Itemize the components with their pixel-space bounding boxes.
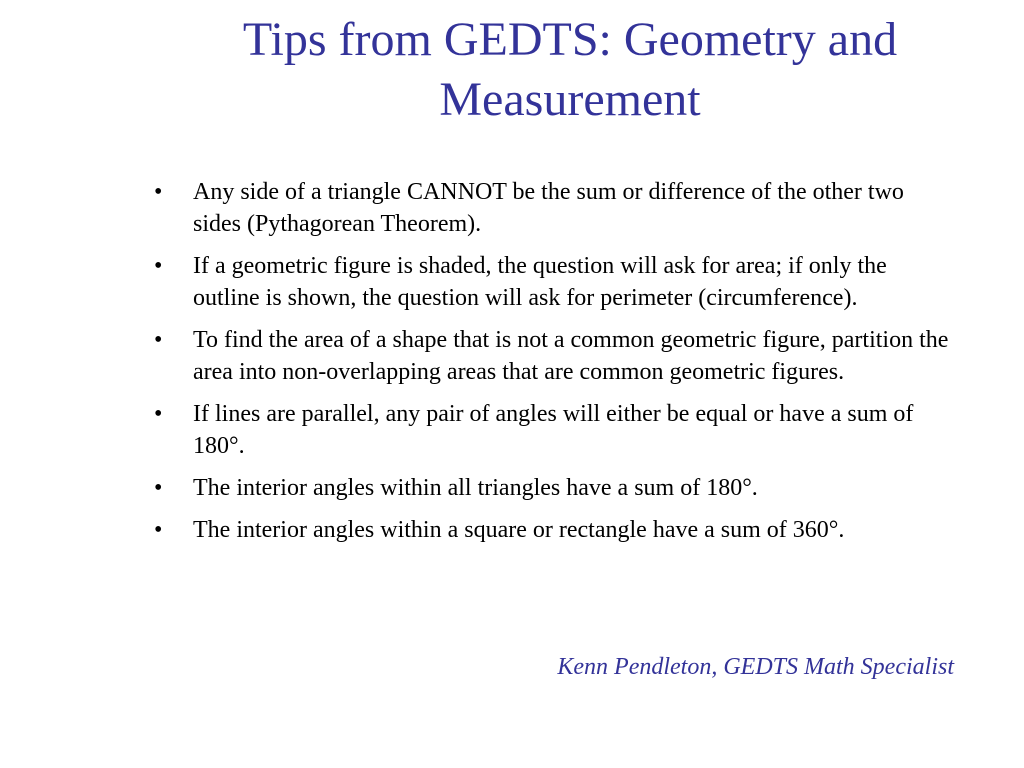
slide-title: Tips from GEDTS: Geometry and Measurement (242, 13, 898, 126)
bullet-icon: • (154, 327, 163, 353)
bullet-text: To find the area of a shape that is not a common geometric figure, partition the area into non-overlapping areas that are common geometric figures. (193, 327, 949, 385)
bullet-icon: • (154, 253, 163, 279)
bullet-item (150, 472, 950, 504)
bullet-text: If a geometric figure is shaded, the question will ask for area; if only the outline is shown, the question will ask for perimeter (circumference). (193, 253, 887, 311)
attribution: Kenn Pendleton, GEDTS Math Specialist (557, 654, 954, 680)
bullet-icon: • (154, 475, 163, 501)
bullet-list (150, 176, 950, 556)
bullet-text: Any side of a triangle CANNOT be the sum or difference of the other two sides (Pythagorean Theorem). (193, 179, 904, 237)
bullet-item (150, 514, 950, 546)
bullet-text: The interior angles within a square or rectangle have a sum of 360°. (193, 517, 845, 543)
bullet-item (150, 324, 950, 388)
bullet-text: If lines are parallel, any pair of angles will either be equal or have a sum of 180°. (193, 401, 914, 459)
bullet-icon: • (154, 401, 163, 427)
bullet-icon: • (154, 179, 163, 205)
bullet-text: The interior angles within all triangles have a sum of 180°. (193, 475, 758, 501)
bullet-item (150, 176, 950, 240)
bullet-item (150, 250, 950, 314)
bullet-icon: • (154, 517, 163, 543)
bullet-item (150, 398, 950, 462)
